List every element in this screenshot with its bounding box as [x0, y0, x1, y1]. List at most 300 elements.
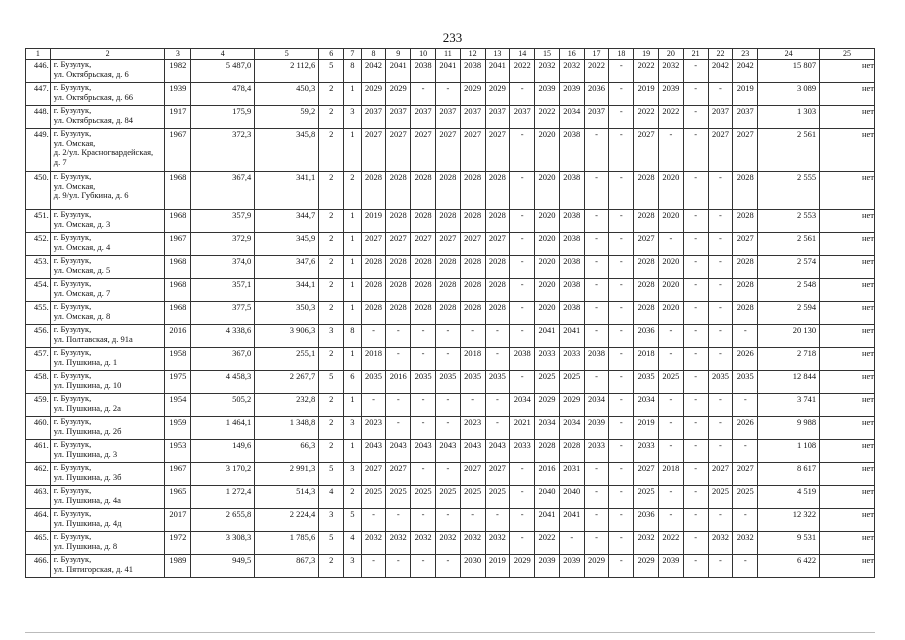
cell-col-19: 2028: [634, 210, 659, 233]
cell-col-23: -: [733, 555, 758, 578]
cell-col-13: 2032: [485, 532, 510, 555]
cell-col-14: -: [510, 172, 535, 210]
cell-col-6: 2: [319, 83, 344, 106]
table-row: [26, 256, 875, 279]
cell-col-13: 2037: [485, 106, 510, 129]
cell-col-23: -: [733, 509, 758, 532]
cell-col-11: 2041: [435, 60, 460, 83]
cell-col-18: -: [609, 233, 634, 256]
cell-col-11: 2027: [435, 129, 460, 172]
cell-col-7: 6: [344, 371, 362, 394]
cell-col-5: 345,9: [255, 233, 319, 256]
cell-col-14: 2022: [510, 60, 535, 83]
row-number: 464.: [26, 509, 51, 532]
cell-col-10: -: [411, 417, 436, 440]
cell-col-10: -: [411, 463, 436, 486]
cell-col-25: нет: [820, 394, 875, 417]
cell-col-21: -: [683, 172, 708, 210]
cell-col-24: 9 531: [758, 532, 820, 555]
cell-col-21: -: [683, 256, 708, 279]
cell-col-19: 2027: [634, 129, 659, 172]
cell-col-4: 4 338,6: [191, 325, 255, 348]
column-number: 20: [659, 49, 684, 60]
cell-col-7: 1: [344, 233, 362, 256]
cell-col-17: -: [584, 371, 609, 394]
address-line: ул. Омская, д. 5: [53, 264, 111, 275]
cell-col-12: 2023: [460, 417, 485, 440]
cell-col-7: 1: [344, 440, 362, 463]
table-row: [26, 172, 875, 210]
table-row: [26, 440, 875, 463]
cell-col-20: -: [659, 325, 684, 348]
cell-col-16: 2028: [559, 440, 584, 463]
cell-col-15: 2039: [535, 555, 560, 578]
address-cell: [50, 210, 165, 233]
address-line: г. Бузулук,: [53, 324, 92, 334]
column-number: 2: [50, 49, 165, 60]
cell-col-25: нет: [820, 348, 875, 371]
cell-col-7: 4: [344, 532, 362, 555]
address-line: ул. Пушкина, д. 3: [53, 448, 118, 459]
cell-col-22: -: [708, 83, 733, 106]
cell-col-18: -: [609, 486, 634, 509]
cell-col-3: 1917: [165, 106, 191, 129]
cell-col-12: 2018: [460, 348, 485, 371]
cell-col-16: 2039: [559, 555, 584, 578]
cell-col-16: 2038: [559, 129, 584, 172]
cell-col-7: 5: [344, 509, 362, 532]
address-line: ул. Пушкина, д. 4а: [53, 494, 121, 505]
cell-col-7: 3: [344, 555, 362, 578]
cell-col-13: -: [485, 417, 510, 440]
cell-col-13: 2027: [485, 463, 510, 486]
address-cell: [50, 371, 165, 394]
cell-col-8: 2025: [361, 486, 386, 509]
cell-col-21: -: [683, 83, 708, 106]
cell-col-16: 2038: [559, 256, 584, 279]
cell-col-17: -: [584, 233, 609, 256]
cell-col-20: 2039: [659, 555, 684, 578]
cell-col-19: 2032: [634, 532, 659, 555]
cell-col-9: 2028: [386, 210, 411, 233]
cell-col-25: нет: [820, 302, 875, 325]
cell-col-14: 2034: [510, 394, 535, 417]
cell-col-25: нет: [820, 555, 875, 578]
address-line: г. Бузулук,: [53, 255, 92, 265]
cell-col-18: -: [609, 371, 634, 394]
cell-col-21: -: [683, 106, 708, 129]
cell-col-21: -: [683, 371, 708, 394]
cell-col-5: 344,1: [255, 279, 319, 302]
cell-col-5: 3 906,3: [255, 325, 319, 348]
cell-col-6: 2: [319, 256, 344, 279]
cell-col-21: -: [683, 348, 708, 371]
address-line: ул. Омская,: [53, 180, 96, 191]
cell-col-8: 2028: [361, 302, 386, 325]
address-line: ул. Омская, д. 3: [53, 218, 111, 229]
row-number: 456.: [26, 325, 51, 348]
cell-col-12: 2027: [460, 129, 485, 172]
address-line: г. Бузулук,: [53, 232, 92, 242]
column-number: 24: [758, 49, 820, 60]
table-row: [26, 509, 875, 532]
cell-col-20: 2039: [659, 83, 684, 106]
cell-col-11: 2028: [435, 302, 460, 325]
cell-col-15: 2039: [535, 83, 560, 106]
cell-col-3: 2016: [165, 325, 191, 348]
row-number: 453.: [26, 256, 51, 279]
cell-col-22: -: [708, 279, 733, 302]
cell-col-25: нет: [820, 256, 875, 279]
cell-col-10: -: [411, 394, 436, 417]
cell-col-20: -: [659, 129, 684, 172]
cell-col-25: нет: [820, 371, 875, 394]
address-line: г. Бузулук,: [53, 393, 92, 403]
cell-col-6: 2: [319, 172, 344, 210]
address-line: ул. Пушкина, д. 2а: [53, 402, 121, 413]
cell-col-7: 1: [344, 129, 362, 172]
cell-col-6: 2: [319, 279, 344, 302]
cell-col-25: нет: [820, 83, 875, 106]
cell-col-20: 2025: [659, 371, 684, 394]
cell-col-22: -: [708, 509, 733, 532]
cell-col-6: 2: [319, 394, 344, 417]
cell-col-8: 2032: [361, 532, 386, 555]
cell-col-13: -: [485, 509, 510, 532]
cell-col-23: 2028: [733, 302, 758, 325]
cell-col-14: -: [510, 325, 535, 348]
cell-col-19: 2028: [634, 172, 659, 210]
cell-col-24: 20 130: [758, 325, 820, 348]
cell-col-15: 2020: [535, 233, 560, 256]
cell-col-22: -: [708, 325, 733, 348]
cell-col-20: -: [659, 440, 684, 463]
cell-col-18: -: [609, 532, 634, 555]
housing-register-table: [25, 48, 875, 578]
cell-col-20: 2020: [659, 279, 684, 302]
cell-col-11: 2037: [435, 106, 460, 129]
cell-col-7: 2: [344, 172, 362, 210]
cell-col-6: 5: [319, 532, 344, 555]
cell-col-23: 2035: [733, 371, 758, 394]
cell-col-22: -: [708, 210, 733, 233]
table-row: [26, 129, 875, 172]
address-line: ул. Полтавская, д. 91а: [53, 333, 133, 344]
cell-col-19: 2019: [634, 417, 659, 440]
column-number: 5: [255, 49, 319, 60]
cell-col-15: 2032: [535, 60, 560, 83]
cell-col-8: -: [361, 509, 386, 532]
cell-col-9: -: [386, 417, 411, 440]
cell-col-7: 1: [344, 210, 362, 233]
column-number-row: [26, 49, 875, 60]
cell-col-25: нет: [820, 532, 875, 555]
cell-col-17: 2039: [584, 417, 609, 440]
cell-col-16: 2032: [559, 60, 584, 83]
cell-col-16: 2033: [559, 348, 584, 371]
cell-col-8: 2023: [361, 417, 386, 440]
column-number: 19: [634, 49, 659, 60]
cell-col-22: 2027: [708, 129, 733, 172]
cell-col-17: -: [584, 463, 609, 486]
cell-col-10: 2043: [411, 440, 436, 463]
cell-col-22: -: [708, 233, 733, 256]
cell-col-19: 2027: [634, 233, 659, 256]
cell-col-22: -: [708, 417, 733, 440]
address-line: ул. Октябрьская, д. 66: [53, 91, 134, 102]
cell-col-24: 2 594: [758, 302, 820, 325]
cell-col-24: 6 422: [758, 555, 820, 578]
cell-col-3: 1939: [165, 83, 191, 106]
cell-col-3: 1958: [165, 348, 191, 371]
cell-col-14: -: [510, 509, 535, 532]
cell-col-13: 2028: [485, 256, 510, 279]
cell-col-11: -: [435, 555, 460, 578]
address-line: ул. Пушкина, д. 3б: [53, 471, 122, 482]
cell-col-6: 5: [319, 60, 344, 83]
cell-col-25: нет: [820, 210, 875, 233]
cell-col-14: -: [510, 371, 535, 394]
cell-col-16: -: [559, 532, 584, 555]
cell-col-3: 1968: [165, 172, 191, 210]
cell-col-16: 2038: [559, 233, 584, 256]
address-line: г. Бузулук,: [53, 531, 92, 541]
cell-col-11: -: [435, 83, 460, 106]
cell-col-13: -: [485, 325, 510, 348]
cell-col-3: 1967: [165, 129, 191, 172]
column-number: 7: [344, 49, 362, 60]
address-line: г. Бузулук,: [53, 171, 92, 181]
cell-col-13: 2028: [485, 210, 510, 233]
cell-col-8: -: [361, 555, 386, 578]
cell-col-13: 2027: [485, 129, 510, 172]
cell-col-12: 2030: [460, 555, 485, 578]
cell-col-14: 2033: [510, 440, 535, 463]
cell-col-16: 2031: [559, 463, 584, 486]
column-number: 6: [319, 49, 344, 60]
cell-col-24: 3 089: [758, 83, 820, 106]
cell-col-11: 2025: [435, 486, 460, 509]
cell-col-16: 2029: [559, 394, 584, 417]
row-number: 460.: [26, 417, 51, 440]
table-row: [26, 371, 875, 394]
cell-col-12: 2029: [460, 83, 485, 106]
cell-col-9: 2043: [386, 440, 411, 463]
cell-col-15: 2016: [535, 463, 560, 486]
cell-col-18: -: [609, 509, 634, 532]
cell-col-3: 1954: [165, 394, 191, 417]
cell-col-10: 2028: [411, 256, 436, 279]
cell-col-9: 2025: [386, 486, 411, 509]
cell-col-15: 2020: [535, 172, 560, 210]
cell-col-20: 2020: [659, 210, 684, 233]
cell-col-19: 2019: [634, 83, 659, 106]
cell-col-21: -: [683, 486, 708, 509]
cell-col-11: 2028: [435, 172, 460, 210]
cell-col-7: 1: [344, 256, 362, 279]
address-cell: [50, 106, 165, 129]
cell-col-4: 4 458,3: [191, 371, 255, 394]
cell-col-4: 149,6: [191, 440, 255, 463]
table-row: [26, 60, 875, 83]
address-cell: [50, 83, 165, 106]
cell-col-19: 2029: [634, 555, 659, 578]
row-number: 446.: [26, 60, 51, 83]
cell-col-14: -: [510, 233, 535, 256]
row-number: 452.: [26, 233, 51, 256]
cell-col-19: 2034: [634, 394, 659, 417]
cell-col-7: 2: [344, 486, 362, 509]
cell-col-24: 4 519: [758, 486, 820, 509]
cell-col-10: 2035: [411, 371, 436, 394]
cell-col-12: -: [460, 509, 485, 532]
cell-col-11: -: [435, 417, 460, 440]
cell-col-6: 2: [319, 233, 344, 256]
cell-col-11: -: [435, 348, 460, 371]
cell-col-17: 2038: [584, 348, 609, 371]
row-number: 466.: [26, 555, 51, 578]
cell-col-10: 2028: [411, 210, 436, 233]
cell-col-23: -: [733, 440, 758, 463]
cell-col-12: 2043: [460, 440, 485, 463]
row-number: 448.: [26, 106, 51, 129]
cell-col-13: 2028: [485, 279, 510, 302]
cell-col-11: -: [435, 463, 460, 486]
address-line: ул. Пушкина, д. 1: [53, 356, 118, 367]
address-line: ул. Пушкина, д. 8: [53, 540, 118, 551]
cell-col-10: 2025: [411, 486, 436, 509]
row-number: 455.: [26, 302, 51, 325]
cell-col-13: 2028: [485, 302, 510, 325]
address-cell: [50, 348, 165, 371]
address-line: д. 9/ул. Губкина, д. 6: [53, 190, 129, 200]
cell-col-11: 2028: [435, 279, 460, 302]
row-number: 462.: [26, 463, 51, 486]
cell-col-21: -: [683, 417, 708, 440]
cell-col-3: 1965: [165, 486, 191, 509]
cell-col-18: -: [609, 394, 634, 417]
column-number: 4: [191, 49, 255, 60]
cell-col-14: -: [510, 532, 535, 555]
address-line: г. Бузулук,: [53, 370, 92, 380]
cell-col-19: 2022: [634, 60, 659, 83]
cell-col-11: 2027: [435, 233, 460, 256]
cell-col-12: 2028: [460, 302, 485, 325]
table-row: [26, 394, 875, 417]
cell-col-15: 2041: [535, 325, 560, 348]
cell-col-10: -: [411, 555, 436, 578]
address-cell: [50, 394, 165, 417]
cell-col-4: 372,3: [191, 129, 255, 172]
cell-col-18: -: [609, 129, 634, 172]
cell-col-18: -: [609, 348, 634, 371]
cell-col-3: 1959: [165, 417, 191, 440]
cell-col-4: 377,5: [191, 302, 255, 325]
cell-col-24: 2 561: [758, 129, 820, 172]
cell-col-20: -: [659, 509, 684, 532]
cell-col-9: -: [386, 509, 411, 532]
cell-col-14: 2029: [510, 555, 535, 578]
cell-col-13: 2041: [485, 60, 510, 83]
cell-col-25: нет: [820, 463, 875, 486]
cell-col-5: 2 224,4: [255, 509, 319, 532]
cell-col-19: 2035: [634, 371, 659, 394]
cell-col-4: 367,4: [191, 172, 255, 210]
cell-col-9: 2037: [386, 106, 411, 129]
cell-col-24: 2 561: [758, 233, 820, 256]
cell-col-23: 2037: [733, 106, 758, 129]
cell-col-12: 2038: [460, 60, 485, 83]
cell-col-24: 8 617: [758, 463, 820, 486]
address-line: г. Бузулук,: [53, 59, 92, 69]
cell-col-3: 1953: [165, 440, 191, 463]
cell-col-4: 478,4: [191, 83, 255, 106]
row-number: 459.: [26, 394, 51, 417]
cell-col-12: 2025: [460, 486, 485, 509]
address-line: ул. Октябрьская, д. 84: [53, 114, 134, 125]
address-cell: [50, 233, 165, 256]
cell-col-8: 2027: [361, 129, 386, 172]
cell-col-4: 3 170,2: [191, 463, 255, 486]
cell-col-18: -: [609, 256, 634, 279]
cell-col-12: 2027: [460, 463, 485, 486]
cell-col-6: 2: [319, 106, 344, 129]
cell-col-7: 8: [344, 60, 362, 83]
cell-col-17: 2036: [584, 83, 609, 106]
cell-col-23: 2028: [733, 172, 758, 210]
cell-col-6: 4: [319, 486, 344, 509]
cell-col-25: нет: [820, 325, 875, 348]
cell-col-12: 2032: [460, 532, 485, 555]
cell-col-17: -: [584, 129, 609, 172]
cell-col-3: 1972: [165, 532, 191, 555]
cell-col-15: 2022: [535, 532, 560, 555]
cell-col-9: 2027: [386, 463, 411, 486]
cell-col-12: -: [460, 394, 485, 417]
address-line: г. Бузулук,: [53, 554, 92, 564]
cell-col-19: 2028: [634, 302, 659, 325]
row-number: 461.: [26, 440, 51, 463]
cell-col-18: -: [609, 172, 634, 210]
cell-col-11: 2032: [435, 532, 460, 555]
cell-col-4: 372,9: [191, 233, 255, 256]
cell-col-23: 2025: [733, 486, 758, 509]
cell-col-8: 2028: [361, 256, 386, 279]
cell-col-20: 2022: [659, 532, 684, 555]
row-number: 454.: [26, 279, 51, 302]
cell-col-17: 2029: [584, 555, 609, 578]
cell-col-22: 2042: [708, 60, 733, 83]
table-row: [26, 348, 875, 371]
cell-col-10: 2038: [411, 60, 436, 83]
address-line: г. Бузулук,: [53, 462, 92, 472]
address-line: г. Бузулук,: [53, 485, 92, 495]
row-number: 465.: [26, 532, 51, 555]
cell-col-4: 357,9: [191, 210, 255, 233]
cell-col-9: 2028: [386, 256, 411, 279]
cell-col-9: -: [386, 325, 411, 348]
cell-col-16: 2038: [559, 279, 584, 302]
cell-col-8: 2028: [361, 172, 386, 210]
cell-col-12: -: [460, 325, 485, 348]
address-line: г. Бузулук,: [53, 508, 92, 518]
address-line: ул. Омская, д. 7: [53, 287, 111, 298]
address-line: г. Бузулук,: [53, 105, 92, 115]
cell-col-18: -: [609, 210, 634, 233]
cell-col-15: 2034: [535, 417, 560, 440]
row-number: 463.: [26, 486, 51, 509]
cell-col-16: 2039: [559, 83, 584, 106]
